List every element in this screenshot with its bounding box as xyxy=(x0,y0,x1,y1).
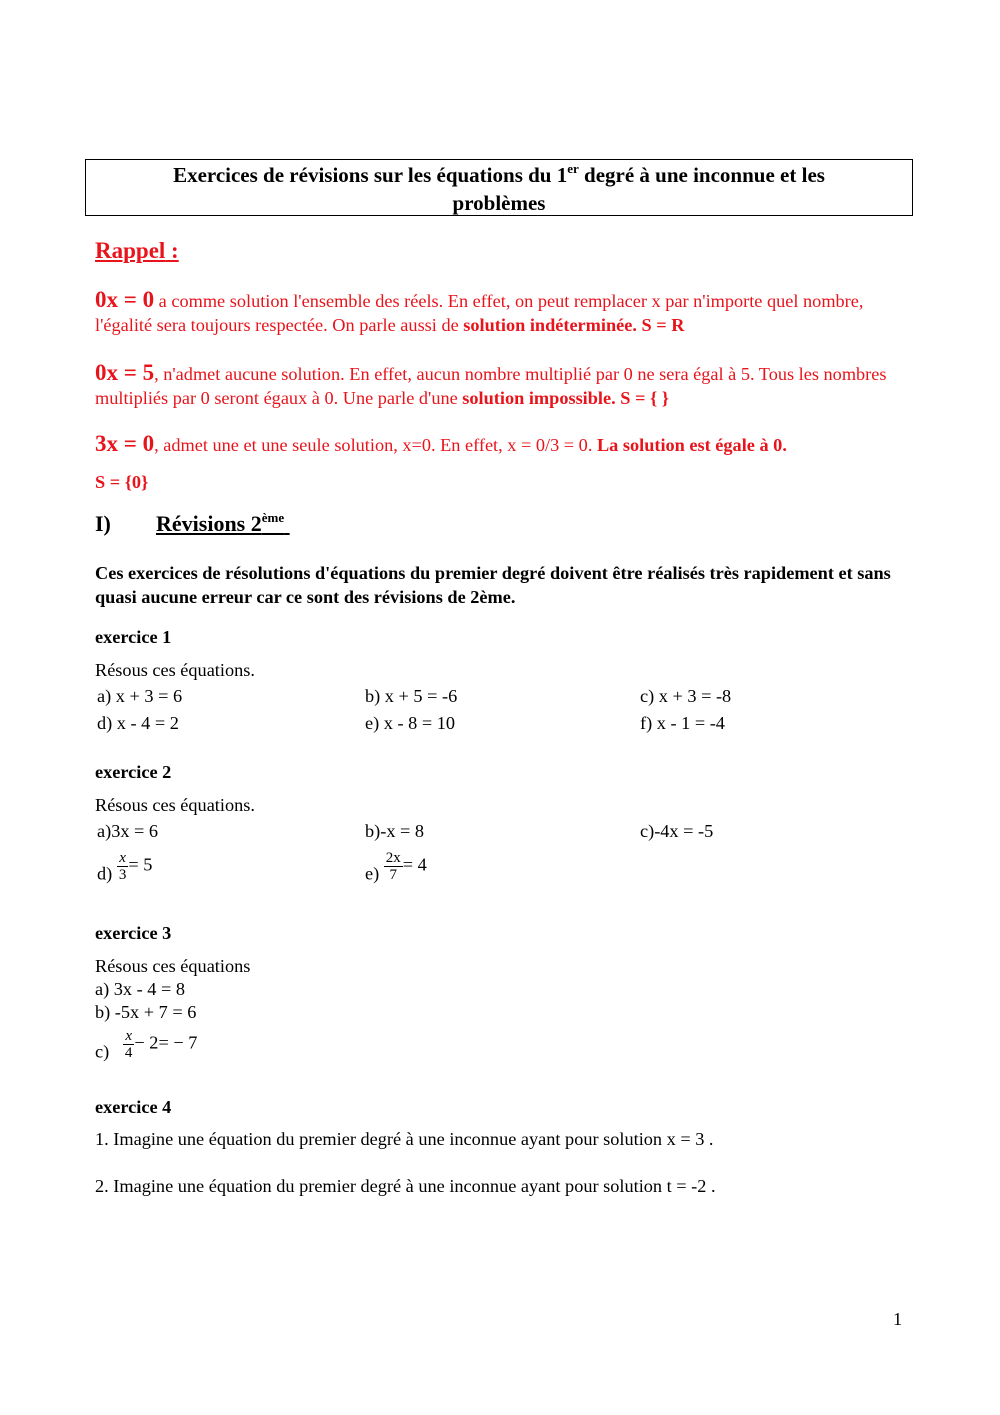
equation-item: b)-x = 8 xyxy=(365,821,425,841)
equation-highlight: 0x = 0 xyxy=(95,287,155,312)
numerator: x xyxy=(123,1028,135,1045)
rappel-heading-text: Rappel xyxy=(95,238,166,263)
fraction xyxy=(384,850,403,883)
exercise-3-instruction: Résous ces équations xyxy=(95,956,251,976)
bold-phrase: solution impossible. xyxy=(462,388,616,408)
exercise-2-instruction: Résous ces équations. xyxy=(95,795,255,815)
rappel-colon: : xyxy=(165,238,179,263)
exercise-1-heading: exercice 1 xyxy=(95,627,172,647)
equation-item: e) x - 8 = 10 xyxy=(365,713,456,733)
title-text-2: degré à une inconnue et les xyxy=(578,163,825,187)
equation-highlight: 0x = 5 xyxy=(95,360,155,385)
exercise-2-heading: exercice 2 xyxy=(95,762,172,782)
equation-item: c)-4x = -5 xyxy=(640,821,714,841)
denominator: 3 xyxy=(118,867,127,883)
rappel-paragraph-1 xyxy=(95,288,915,337)
solution-set: S = { } xyxy=(620,388,669,408)
section-title-text: Révisions 2 xyxy=(156,511,262,536)
denominator: 7 xyxy=(389,867,398,883)
equation-item: f) x - 1 = -4 xyxy=(640,713,725,733)
equation-highlight: 3x = 0 xyxy=(95,431,155,456)
bold-phrase: La solution est égale à 0. xyxy=(596,435,787,455)
equation-item: a)3x = 6 xyxy=(97,821,159,841)
title-superscript: er xyxy=(567,161,579,176)
title-line-1 xyxy=(86,161,912,189)
exercise-4-question-2: 2. Imagine une équation du premier degré à une inconnue ayant pour solution t = -2 . xyxy=(95,1176,716,1196)
fraction xyxy=(123,1028,135,1061)
numerator: x xyxy=(117,850,129,867)
section-intro: Ces exercices de résolutions d'équations du premier degré doivent être réalisés très rapidement et sans quasi aucune erreur car ce sont des révisions de 2ème. xyxy=(95,563,891,607)
exercise-3-heading: exercice 3 xyxy=(95,923,172,943)
fraction xyxy=(117,850,129,883)
numerator: 2x xyxy=(385,850,401,866)
denominator: 4 xyxy=(124,1045,133,1061)
equation-item: b) -5x + 7 = 6 xyxy=(95,1002,197,1022)
item-label: c) xyxy=(95,1041,110,1062)
rappel-heading xyxy=(95,238,179,264)
item-label: d) xyxy=(97,863,113,884)
document-title xyxy=(85,159,913,216)
title-text: Exercices de révisions sur les équations du 1 xyxy=(173,163,568,187)
section-heading xyxy=(95,511,290,537)
paragraph-text: , admet une et une seule solution, x=0. En effet, x = 0/3 = 0. xyxy=(154,435,597,455)
exercise-1-instruction: Résous ces équations. xyxy=(95,660,255,680)
equation-item: a) x + 3 = 6 xyxy=(97,686,183,706)
solution-set: S = R xyxy=(641,315,685,335)
section-number: I) xyxy=(95,511,111,536)
equation-rhs: = 4 xyxy=(402,854,427,875)
section-title xyxy=(156,511,290,536)
rappel-paragraph-2 xyxy=(95,361,915,410)
equation-item: b) x + 5 = -6 xyxy=(365,686,458,706)
equation-rhs: = 5 xyxy=(128,854,153,875)
exercise-4-question-1: 1. Imagine une équation du premier degré à une inconnue ayant pour solution x = 3 . xyxy=(95,1129,714,1149)
equation-item: c) x + 3 = -8 xyxy=(640,686,732,706)
paragraph-text: a comme solution l'ensemble des réels. En effet, on peut remplacer x par n'importe quel nombre, l'égalité sera toujours respectée. On parle aussi de xyxy=(95,291,864,335)
bold-phrase: solution indéterminée. xyxy=(463,315,637,335)
equation-item-fraction xyxy=(95,1028,197,1063)
equation-item: d) x - 4 = 2 xyxy=(97,713,179,733)
exercise-4-heading: exercice 4 xyxy=(95,1097,172,1117)
equation-rhs: − 2= − 7 xyxy=(134,1032,198,1053)
equation-item-fraction xyxy=(365,850,427,885)
equation-item: a) 3x - 4 = 8 xyxy=(95,979,186,999)
item-label: e) xyxy=(365,863,380,884)
paragraph-text: , n'admet aucune solution. En effet, aucun nombre multiplié par 0 ne sera égal à 5. Tous les nombres multipliés par 0 seront égaux à 0. Une parle d'une xyxy=(95,364,887,408)
rappel-paragraph-3 xyxy=(95,432,915,457)
equation-item-fraction xyxy=(97,850,152,885)
solution-set-zero: S = {0} xyxy=(95,472,149,492)
title-line-2: problèmes xyxy=(452,191,546,215)
section-title-superscript: ème xyxy=(261,510,285,525)
page-number: 1 xyxy=(893,1309,903,1329)
